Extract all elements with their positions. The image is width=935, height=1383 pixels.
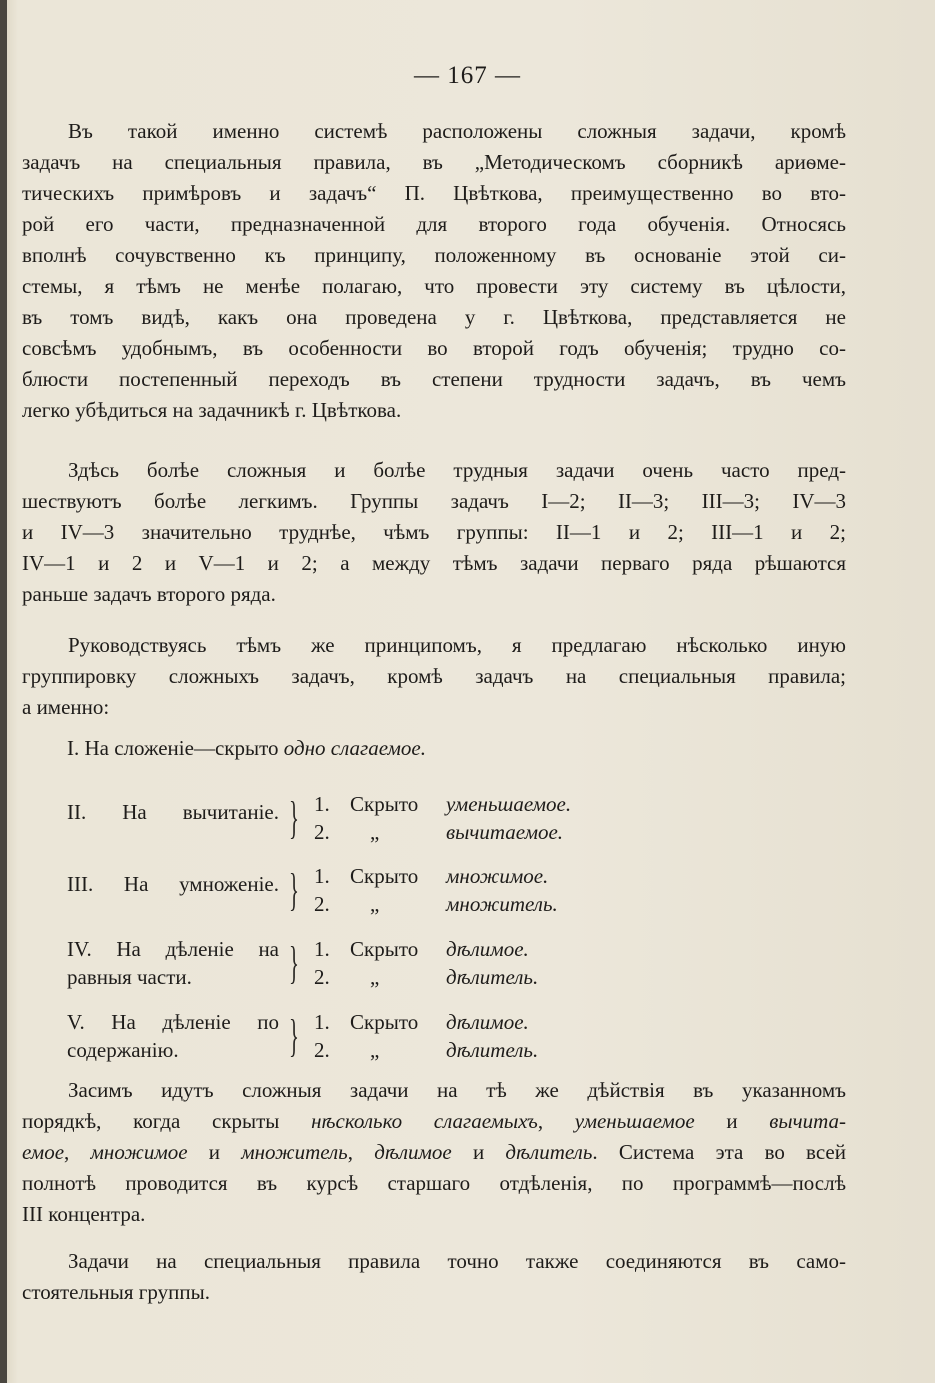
text-line: IV—1 и 2 и V—1 и 2; а между тѣмъ задачи перваго ряда рѣшаются [22,551,846,575]
row-value: дѣлитель. [446,965,539,989]
group-label-line: IV. На дѣленіе на [67,937,279,961]
list-item-addition [67,736,426,761]
text-line: а именно: [22,695,110,719]
text-line: рой его части, предназначенной для второго года обученія. Относясь [22,212,846,236]
row-keyword: „ [370,1038,380,1062]
paragraph-5 [22,1246,846,1308]
item-value: одно слагаемое. [283,736,426,760]
text-line: тическихъ примѣровъ и задачъ“ П. Цвѣткова, преимущественно во вто- [22,181,846,205]
brace-icon: } [289,864,299,915]
paragraph-3 [22,630,846,723]
group-label [67,1008,279,1064]
row-keyword: Скрыто [350,864,419,888]
brace-icon: } [289,937,299,988]
row-keyword: Скрыто [350,937,419,961]
group-label: III. На умноженіе. [67,872,279,896]
text-line: III концентра. [22,1202,146,1226]
text-line: группировку сложныхъ задачъ, кромѣ задачъ на специальныя правила; [22,664,846,688]
text-line: Руководствуясь тѣмъ же принципомъ, я предлагаю нѣсколько иную [68,633,846,657]
row-keyword: „ [370,892,380,916]
text-line: порядкѣ, когда скрыты нѣсколько слагаемыхъ, уменьшаемое и вычита- [22,1109,847,1133]
text-line: и IV—3 значительно труднѣе, чѣмъ группы: II—1 и 2; III—1 и 2; [22,520,846,544]
row-value: множимое. [446,864,549,888]
brace-icon: } [289,792,299,843]
text-line: Задачи на специальныя правила точно также соединяются въ само- [68,1249,846,1273]
group-label-line: равныя части. [67,965,192,989]
row-value: дѣлимое. [446,937,529,961]
group-label-line: V. На дѣленіе по [67,1010,279,1034]
text-line: стемы, я тѣмъ не менѣе полагаю, что провести эту систему въ цѣлости, [22,274,846,298]
row-keyword: Скрыто [350,792,419,816]
book-spine [0,0,7,1383]
row-number: 1. [314,937,330,961]
group-label: II. На вычитаніе. [67,800,279,824]
row-keyword: „ [370,820,380,844]
text-line: полнотѣ проводится въ курсѣ старшаго отдѣленія, по программѣ—послѣ [22,1171,846,1195]
row-number: 1. [314,864,330,888]
text-line: Здѣсь болѣе сложныя и болѣе трудныя задачи очень часто пред- [68,458,846,482]
text-line: блюсти постепенный переходъ въ степени трудности задачъ, въ чемъ [22,367,846,391]
row-keyword: Скрыто [350,1010,419,1034]
row-number: 2. [314,820,330,844]
row-value: вычитаемое. [446,820,564,844]
brace-icon: } [289,1010,299,1061]
row-number: 1. [314,792,330,816]
row-number: 2. [314,892,330,916]
group-label [67,935,279,991]
page-number: — 167 — [414,62,521,89]
paragraph-2 [22,455,846,610]
text-line: Засимъ идутъ сложныя задачи на тѣ же дѣйствія въ указанномъ [68,1078,846,1102]
row-number: 2. [314,965,330,989]
text-line: вполнѣ сочувственно къ принципу, положенному въ основаніе этой си- [22,243,846,267]
paragraph-1 [22,116,846,426]
text-line: раньше задачъ второго ряда. [22,582,276,606]
text-line: въ томъ видѣ, какъ она проведена у г. Цвѣткова, представляется не [22,305,846,329]
text-line: емое, множимое и множитель, дѣлимое и дѣлитель. Система эта во всей [22,1140,846,1164]
row-value: уменьшаемое. [446,792,572,816]
text-line: совсѣмъ удобнымъ, въ особенности во второй годъ обученія; трудно со- [22,336,846,360]
row-keyword: „ [370,965,380,989]
row-number: 2. [314,1038,330,1062]
group-label-line: содержанію. [67,1038,179,1062]
text-line: легко убѣдиться на задачникѣ г. Цвѣткова. [22,398,402,422]
text-line: стоятельныя группы. [22,1280,210,1304]
text-line: шествуютъ болѣе легкимъ. Группы задачъ I—2; II—3; III—3; IV—3 [22,489,846,513]
row-value: дѣлимое. [446,1010,529,1034]
row-value: дѣлитель. [446,1038,539,1062]
text-line: Въ такой именно системѣ расположены сложныя задачи, кромѣ [68,119,846,143]
row-number: 1. [314,1010,330,1034]
row-value: множитель. [446,892,558,916]
paragraph-4 [22,1075,846,1230]
text-line: задачъ на специальныя правила, въ „Методическомъ сборникѣ ариѳме- [22,150,846,174]
item-label: I. На сложеніе—скрыто [67,736,279,760]
